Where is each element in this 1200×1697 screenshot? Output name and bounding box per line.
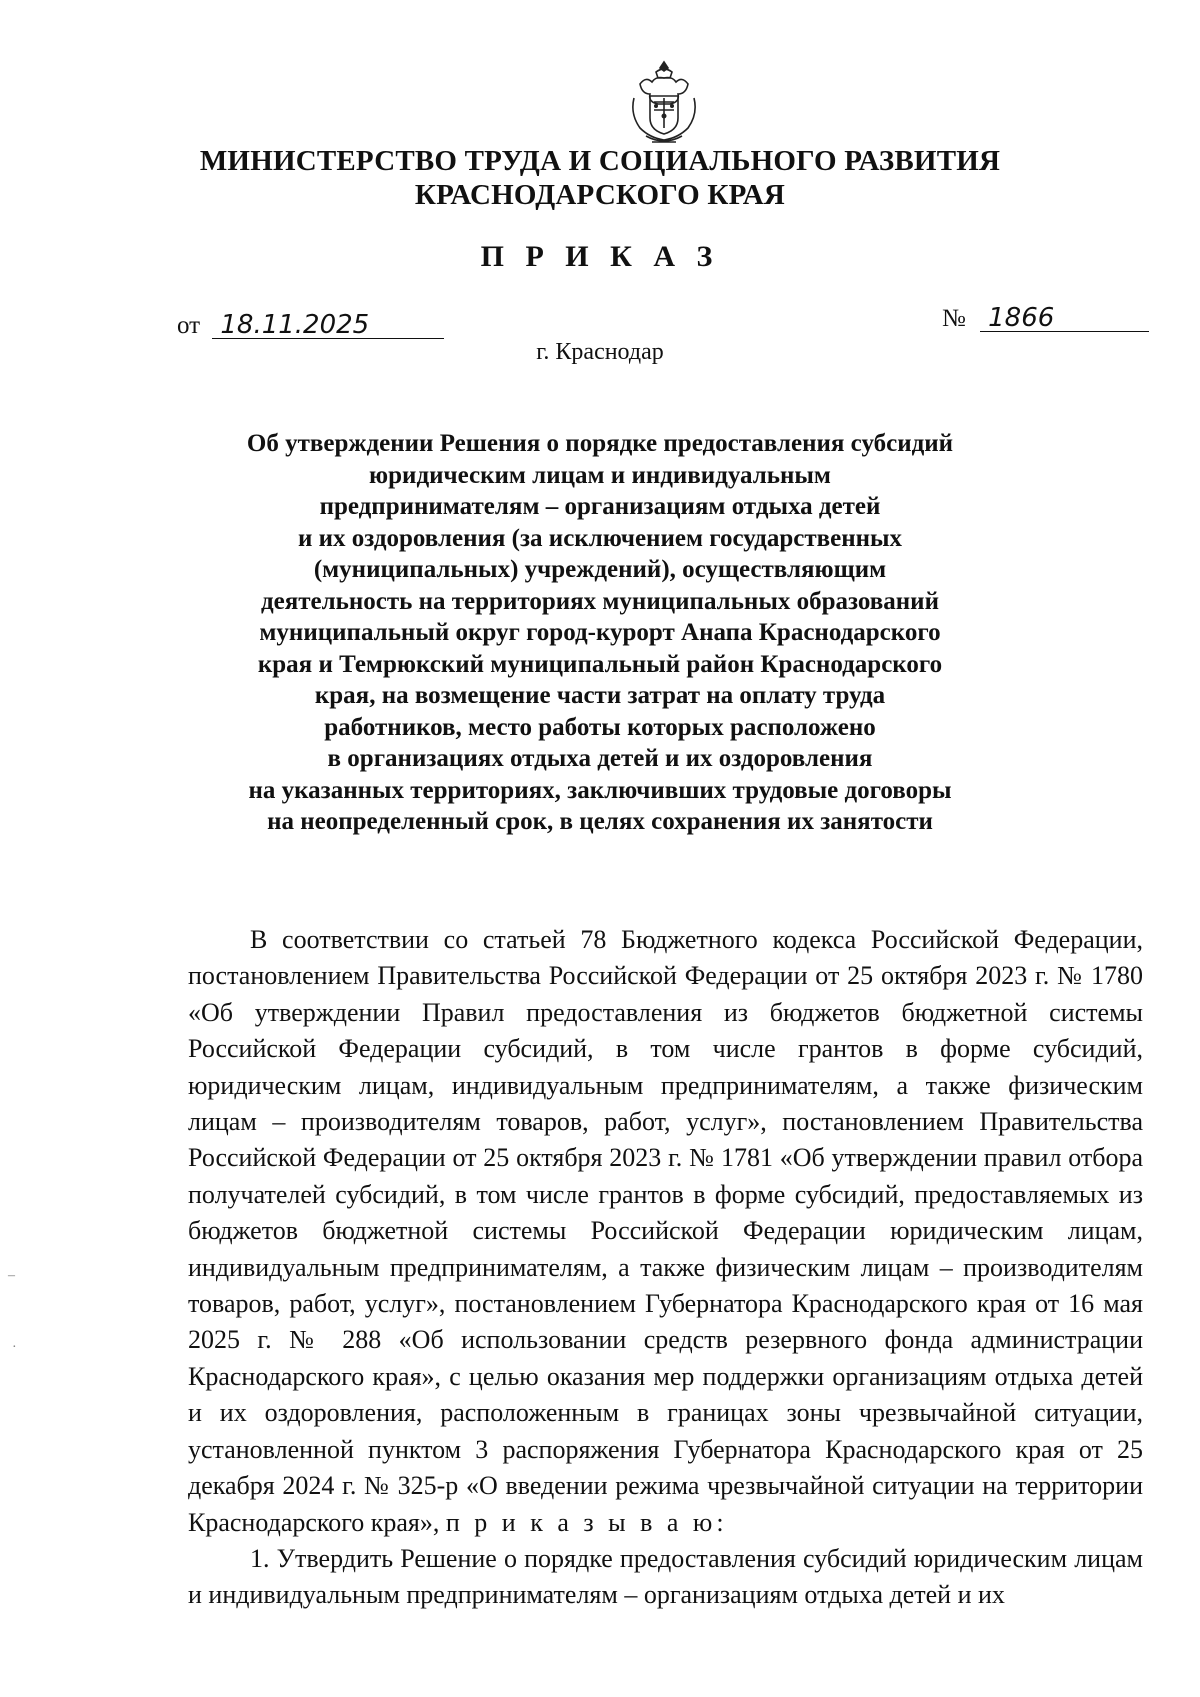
subject-line: на указанных территориях, заключивших трудовые договоры: [248, 776, 952, 804]
order-subject: [200, 428, 1000, 838]
subject-line: муниципальный округ город-курорт Анапа Краснодарского: [259, 619, 941, 646]
body-paragraph-1: [188, 922, 1143, 1541]
order-date-block: [177, 312, 444, 340]
subject-line: края и Темрюкский муниципальный район Краснодарского: [257, 650, 943, 678]
scan-margin-mark: –: [8, 1268, 15, 1283]
order-body: [188, 922, 1143, 1614]
subject-line: предпринимателям – организациям отдыха детей: [319, 493, 881, 520]
subject-line: и их оздоровления (за исключением государственных: [297, 524, 903, 552]
subject-line: в организациях отдыха детей и их оздоровления: [327, 745, 873, 772]
body-paragraph-2: 1. Утвердить Решение о порядке предоставления субсидий юридическим лицам и индивидуальным предпринимателям – организациям отдыха детей и их: [188, 1543, 1143, 1610]
paragraph-1-text: В соответствии со статьей 78 Бюджетного кодекса Российской Федерации, постановлением Правительства Российской Федерации от 25 октября 2023 г. № 1780 «Об утверждении Правил предоставления из бюджетов бюджетной системы Российской Федерации субсидий, в том числе грантов в форме субсидий, юридическим лицам, индивидуальным предпринимателям, а также физическим лицам – производителям товаров, работ, услуг», постановлением Правительства Российской Федерации от 25 октября 2023 г. № 1781 «Об утверждении правил отбора получателей субсидий, в том числе грантов в форме субсидий, предоставляемых из бюджетов бюджетной системы Российской Федерации юридическим лицам, индивидуальным предпринимателям, а также физическим лицам – производителям товаров, работ, услуг», постановлением Губернатора Краснодарского края от 16 мая 2025 г. № 288 «Об использовании средств резервного фонда администрации Краснодарского края», с целью оказания мер поддержки организациям отдыха детей и их оздоровления, расположенным в границах зоны чрезвычайной ситуации, установленной пунктом 3 распоряжения Губернатора Краснодарского края от 25 декабря 2024 г. № 325-р «О введении режима чрезвычайной ситуации на территории Краснодарского края»,: [188, 925, 1143, 1537]
scan-margin-mark: ·: [12, 1340, 17, 1355]
date-prefix: от: [177, 312, 201, 339]
subject-line: (муниципальных) учреждений), осуществляющим: [313, 556, 887, 583]
subject-line: юридическим лицам и индивидуальным: [369, 461, 831, 489]
coat-of-arms-icon: [626, 58, 702, 150]
order-title: П Р И К А З: [480, 240, 720, 273]
number-prefix: №: [942, 305, 966, 332]
order-date-handwritten: 18.11.2025: [212, 312, 444, 339]
ministry-name: [150, 144, 1050, 212]
ministry-line-2: КРАСНОДАРСКОГО КРАЯ: [414, 179, 786, 211]
order-number-handwritten: 1866: [980, 305, 1149, 332]
city-line: г. Краснодар: [536, 339, 664, 365]
subject-line: края, на возмещение части затрат на оплату труда: [314, 682, 886, 709]
order-word: п р и к а з ы в а ю:: [445, 1507, 728, 1537]
subject-line: Об утверждении Решения о порядке предоставления субсидий: [246, 430, 954, 457]
subject-line: работников, место работы которых расположено: [324, 713, 876, 741]
ministry-line-1: МИНИСТЕРСТВО ТРУДА И СОЦИАЛЬНОГО РАЗВИТИЯ: [199, 145, 1001, 177]
subject-line: деятельность на территориях муниципальных образований: [260, 587, 939, 615]
subject-line: на неопределенный срок, в целях сохранения их занятости: [267, 808, 933, 835]
order-number-block: [942, 305, 1149, 333]
